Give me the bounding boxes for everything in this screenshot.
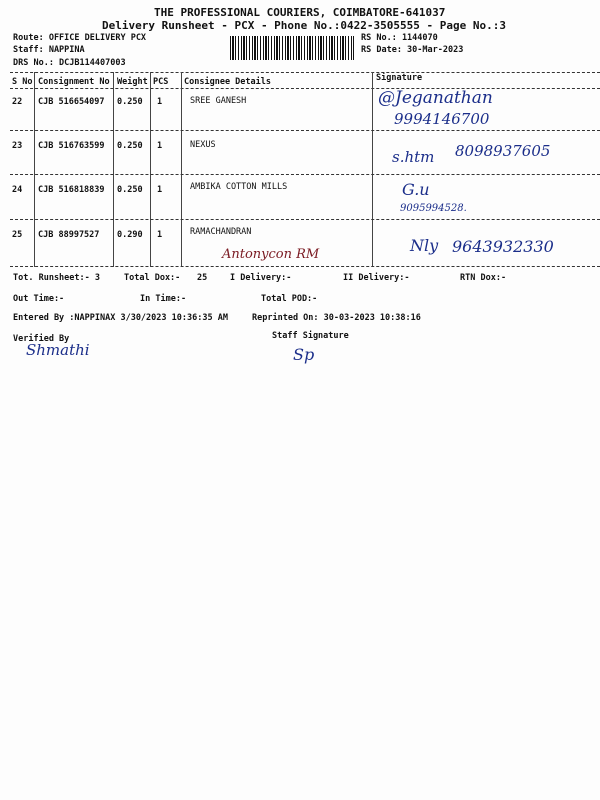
total-dox-label: Total Dox:-	[124, 273, 181, 283]
col-divider	[181, 72, 182, 267]
row-consignment: CJB 516818839	[38, 185, 105, 195]
company-title: THE PROFESSIONAL COURIERS, COIMBATORE-641037	[154, 6, 446, 19]
col-divider	[150, 72, 151, 267]
row-consignee: SREE GANESH	[190, 96, 247, 106]
table-top-rule	[10, 72, 600, 73]
row-weight: 0.250	[117, 141, 143, 151]
table-bottom-rule	[10, 266, 600, 267]
col-consignee: Consignee Details	[184, 77, 271, 87]
handwritten-signature: @Jeganathan	[378, 88, 493, 108]
row-weight: 0.250	[117, 97, 143, 107]
col-divider	[372, 72, 373, 267]
col-divider	[34, 72, 35, 267]
verified-by-label: Verified By	[13, 334, 70, 344]
i-delivery: I Delivery:-	[230, 273, 292, 283]
row-pcs: 1	[157, 97, 163, 107]
row-weight: 0.250	[117, 185, 143, 195]
row-consignment: CJB 88997527	[38, 230, 100, 240]
handwritten-signature: G.u	[402, 180, 430, 199]
col-weight: Weight	[117, 77, 148, 87]
entered-by: Entered By :NAPPINAX 3/30/2023 10:36:35 AM	[13, 313, 228, 323]
col-signature: Signature	[376, 73, 423, 83]
handwritten-phone: 9643932330	[452, 237, 554, 256]
handwritten-phone: 8098937605	[455, 142, 551, 160]
table-header-rule	[10, 88, 600, 89]
row-rule	[10, 130, 600, 131]
rs-number: RS No.: 1144070	[361, 33, 438, 43]
handwritten-signature: s.htm	[392, 148, 435, 166]
staff-label: Staff: NAPPINA	[13, 45, 85, 55]
row-rule	[10, 219, 600, 220]
ii-delivery: II Delivery:-	[343, 273, 410, 283]
row-sno: 23	[12, 141, 23, 151]
route-label: Route: OFFICE DELIVERY PCX	[13, 33, 147, 43]
row-consignment: CJB 516654097	[38, 97, 105, 107]
staff-signature-mark: Sp	[293, 345, 315, 364]
tot-runsheet: Tot. Runsheet:- 3	[13, 273, 100, 283]
row-consignee: AMBIKA COTTON MILLS	[190, 182, 288, 192]
row-pcs: 1	[157, 185, 163, 195]
col-consignment: Consignment No	[38, 77, 110, 87]
verified-signature: Shmathi	[26, 341, 90, 359]
staff-signature-label: Staff Signature	[272, 331, 349, 341]
row-pcs: 1	[157, 141, 163, 151]
row-consignee: NEXUS	[190, 140, 216, 150]
runsheet-subtitle: Delivery Runsheet - PCX - Phone No.:0422-3505555 - Page No.:3	[102, 19, 506, 32]
row-rule	[10, 174, 600, 175]
row-consignee: RAMACHANDRAN	[190, 227, 252, 237]
handwritten-phone: 9095994528.	[400, 203, 467, 214]
barcode-image	[230, 36, 354, 60]
row-sno: 25	[12, 230, 23, 240]
col-sno: S No	[12, 77, 33, 87]
drs-number: DRS No.: DCJB114407003	[13, 58, 126, 68]
total-pod: Total POD:-	[261, 294, 318, 304]
reprinted-on: Reprinted On: 30-03-2023 10:38:16	[252, 313, 421, 323]
out-time: Out Time:-	[13, 294, 65, 304]
handwritten-note: Antonycon RM	[222, 247, 320, 262]
rtn-dox: RTN Dox:-	[460, 273, 507, 283]
row-consignment: CJB 516763599	[38, 141, 105, 151]
handwritten-phone: 9994146700	[394, 110, 490, 128]
col-divider	[113, 72, 114, 267]
total-dox-value: 25	[197, 273, 208, 283]
row-sno: 22	[12, 97, 23, 107]
row-sno: 24	[12, 185, 23, 195]
handwritten-signature: Nly	[410, 236, 439, 255]
in-time: In Time:-	[140, 294, 187, 304]
row-weight: 0.290	[117, 230, 143, 240]
rs-date: RS Date: 30-Mar-2023	[361, 45, 464, 55]
col-pcs: PCS	[153, 77, 169, 87]
row-pcs: 1	[157, 230, 163, 240]
